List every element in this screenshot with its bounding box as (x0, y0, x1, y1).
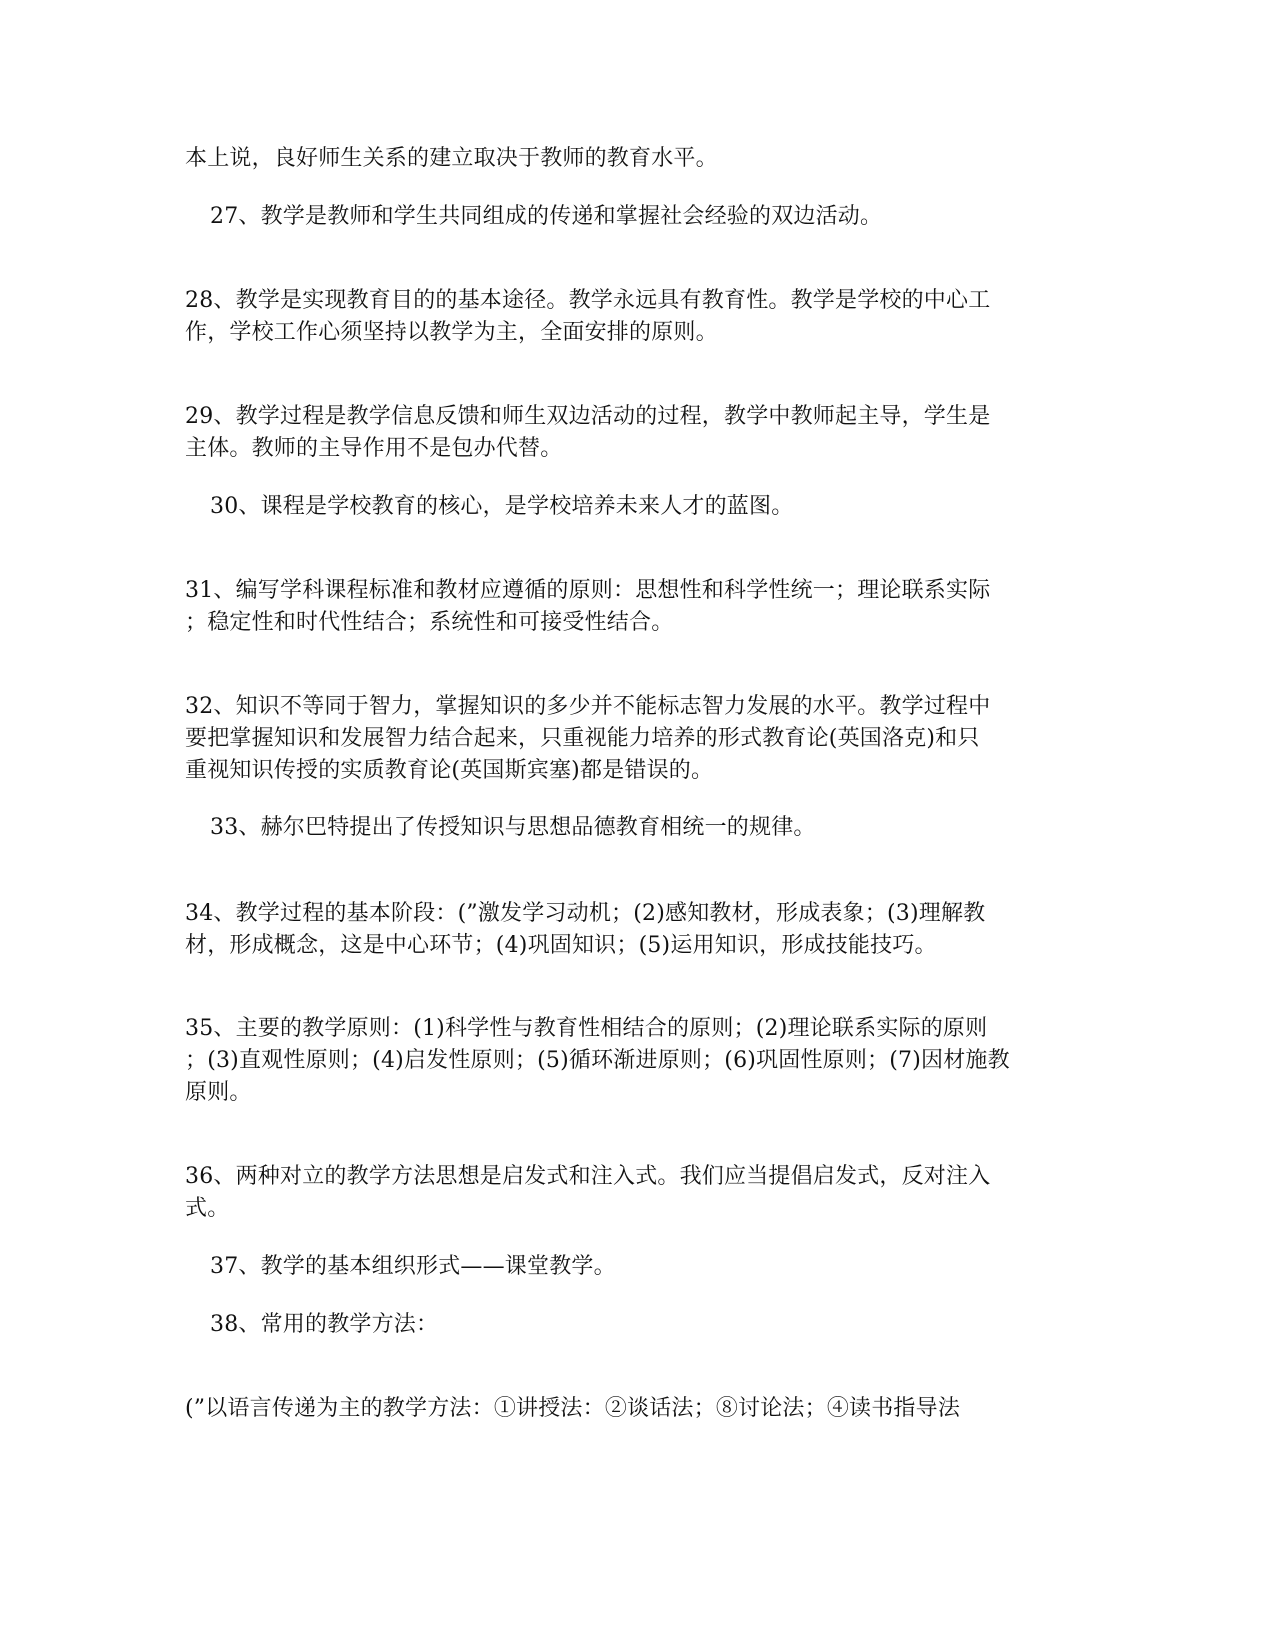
text-line: 重视知识传授的实质教育论(英国斯宾塞)都是错误的。 (185, 758, 714, 783)
text-line: 35、主要的教学原则：(1)科学性与教育性相结合的原则；(2)理论联系实际的原则 (185, 1016, 988, 1041)
text-line: 作，学校工作心须坚持以教学为主，全面安排的原则。 (185, 320, 718, 345)
paragraph-37 (210, 1251, 1100, 1283)
paragraph-28 (185, 285, 1075, 349)
paragraph-34 (185, 898, 1075, 962)
text-line: 31、编写学科课程标准和教材应遵循的原则：思想性和科学性统一；理论联系实际 (185, 578, 991, 603)
paragraph-38 (210, 1309, 1100, 1341)
text-line: 37、教学的基本组织形式——课堂教学。 (210, 1254, 616, 1279)
paragraph-38-item-1 (185, 1393, 1075, 1425)
paragraph-29 (185, 401, 1075, 465)
text-line: ；(3)直观性原则；(4)启发性原则；(5)循环渐进原则；(6)巩固性原则；(7)因材施教 (185, 1048, 1010, 1073)
paragraph-36 (185, 1161, 1075, 1225)
paragraph-35 (185, 1013, 1075, 1109)
text-line: 34、教学过程的基本阶段：(”激发学习动机；(2)感知教材，形成表象；(3)理解教 (185, 901, 986, 926)
paragraph-27 (210, 201, 1100, 233)
paragraph-30 (210, 491, 1100, 523)
text-line: 本上说，良好师生关系的建立取决于教师的教育水平。 (185, 146, 718, 171)
text-line: (”以语言传递为主的教学方法：①讲授法：②谈话法；⑧讨论法；④读书指导法 (185, 1396, 961, 1421)
text-line: 29、教学过程是教学信息反馈和师生双边活动的过程，教学中教师起主导，学生是 (185, 404, 991, 429)
text-line: 28、教学是实现教育目的的基本途径。教学永远具有教育性。教学是学校的中心工 (185, 288, 991, 313)
text-line: 要把掌握知识和发展智力结合起来，只重视能力培养的形式教育论(英国洛克)和只 (185, 726, 980, 751)
paragraph-33 (210, 812, 1100, 844)
paragraph-31 (185, 575, 1075, 639)
paragraph-32 (185, 691, 1075, 787)
text-line: 36、两种对立的教学方法思想是启发式和注入式。我们应当提倡启发式，反对注入 (185, 1164, 991, 1189)
text-line: 30、课程是学校教育的核心，是学校培养未来人才的蓝图。 (210, 494, 794, 519)
text-line: 原则。 (185, 1080, 252, 1105)
text-line: 式。 (185, 1196, 230, 1221)
text-line: 38、常用的教学方法： (210, 1312, 439, 1337)
text-line: 32、知识不等同于智力，掌握知识的多少并不能标志智力发展的水平。教学过程中 (185, 694, 991, 719)
text-line: 主体。教师的主导作用不是包办代替。 (185, 436, 563, 461)
text-line: 材，形成概念，这是中心环节；(4)巩固知识；(5)运用知识，形成技能技巧。 (185, 933, 937, 958)
text-line: ；稳定性和时代性结合；系统性和可接受性结合。 (185, 610, 674, 635)
text-line: 27、教学是教师和学生共同组成的传递和掌握社会经验的双边活动。 (210, 204, 883, 229)
text-line: 33、赫尔巴特提出了传授知识与思想品德教育相统一的规律。 (210, 815, 816, 840)
paragraph-26-continuation (185, 143, 1075, 175)
